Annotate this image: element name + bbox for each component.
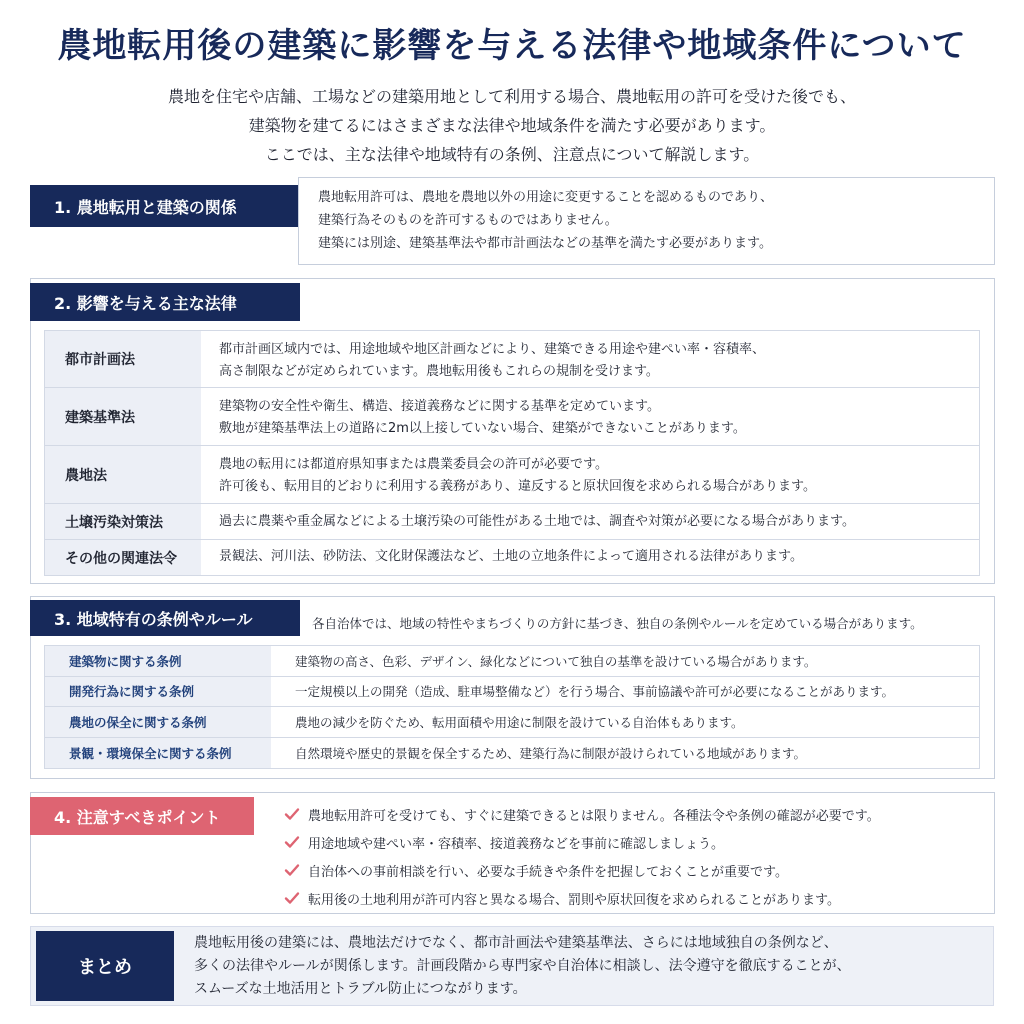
point-text: 転用後の土地利用が許可内容と異なる場合、罰則や原状回復を求められることがあります。 xyxy=(308,892,840,908)
table-row xyxy=(45,388,979,446)
summary-line: 多くの法律やルールが関係します。計画段階から専門家や自治体に相談し、法令遵守を徹底することが、 xyxy=(194,958,851,974)
law-desc-line: 敷地が建築基準法上の道路に2m以上接していない場合、建築ができないことがあります。 xyxy=(219,421,746,436)
law-name: 建築基準法 xyxy=(45,388,201,445)
list-item xyxy=(284,856,880,884)
section1-text xyxy=(318,186,773,255)
law-desc xyxy=(201,331,979,387)
law-desc-line: 高さ制限などが定められています。農地転用後もこれらの規制を受けます。 xyxy=(219,364,659,379)
checkmark-icon xyxy=(284,834,300,850)
checkmark-icon xyxy=(284,862,300,878)
law-name: その他の関連法令 xyxy=(45,540,201,575)
section1-line: 農地転用許可は、農地を農地以外の用途に変更することを認めるものであり、 xyxy=(318,190,774,205)
law-desc-line: 都市計画区域内では、用途地域や地区計画などにより、建築できる用途や建ぺい率・容積率、 xyxy=(219,342,766,357)
law-desc xyxy=(201,446,979,503)
section3-lead: 各自治体では、地域の特性やまちづくりの方針に基づき、独自の条例やルールを定めている場合があります。 xyxy=(312,616,923,631)
summary-line: 農地転用後の建築には、農地法だけでなく、都市計画法や建築基準法、さらには地域独自の条例など、 xyxy=(194,935,838,951)
table-row xyxy=(45,738,979,769)
ordinances-table xyxy=(44,645,980,769)
laws-table xyxy=(44,330,980,576)
law-desc-line: 建築物の安全性や衛生、構造、接道義務などに関する基準を定めています。 xyxy=(219,399,660,414)
summary-line: スムーズな土地活用とトラブル防止につながります。 xyxy=(194,981,527,997)
intro-line: 建築物を建てるにはさまざまな法律や地域条件を満たす必要があります。 xyxy=(248,116,776,135)
list-item xyxy=(284,828,880,856)
ordinance-name: 建築物に関する条例 xyxy=(45,646,271,676)
list-item xyxy=(284,800,880,828)
law-name: 農地法 xyxy=(45,446,201,503)
summary-heading: まとめ xyxy=(36,931,174,1001)
table-row xyxy=(45,446,979,504)
point-text: 用途地域や建ぺい率・容積率、接道義務などを事前に確認しましょう。 xyxy=(308,836,725,852)
section3-heading: 3. 地域特有の条例やルール xyxy=(30,600,300,636)
law-name: 土壌汚染対策法 xyxy=(45,504,201,539)
table-row xyxy=(45,540,979,575)
list-item xyxy=(284,884,880,912)
points-list xyxy=(284,800,880,912)
section2-heading: 2. 影響を与える主な法律 xyxy=(30,283,300,321)
law-desc-line: 過去に農薬や重金属などによる土壌汚染の可能性がある土地では、調査や対策が必要になる場合があります。 xyxy=(219,514,855,529)
table-row xyxy=(45,646,979,677)
law-desc xyxy=(201,388,979,445)
table-row xyxy=(45,331,979,388)
summary-text xyxy=(194,932,851,1001)
section1-line: 建築行為そのものを許可するものではありません。 xyxy=(318,213,618,228)
table-row xyxy=(45,707,979,738)
ordinance-desc: 自然環境や歴史的景観を保全するため、建築行為に制限が設けられている地域があります。 xyxy=(295,745,807,761)
law-desc-line: 許可後も、転用目的どおりに利用する義務があり、違反すると原状回復を求められる場合があります。 xyxy=(219,479,816,494)
checkmark-icon xyxy=(284,890,300,906)
point-text: 自治体への事前相談を行い、必要な手続きや条件を把握しておくことが重要です。 xyxy=(308,864,788,880)
intro-line: ここでは、主な法律や地域特有の条例、注意点について解説します。 xyxy=(264,145,760,164)
checkmark-icon xyxy=(284,806,300,822)
ordinance-desc: 農地の減少を防ぐため、転用面積や用途に制限を設けている自治体もあります。 xyxy=(295,714,744,730)
ordinance-name: 農地の保全に関する条例 xyxy=(45,707,271,737)
table-row xyxy=(45,504,979,540)
section4-heading: 4. 注意すべきポイント xyxy=(30,797,254,835)
law-name: 都市計画法 xyxy=(45,331,201,387)
law-desc-line: 景観法、河川法、砂防法、文化財保護法など、土地の立地条件によって適用される法律があります。 xyxy=(219,549,803,564)
law-desc xyxy=(201,540,979,575)
law-desc-line: 農地の転用には都道府県知事または農業委員会の許可が必要です。 xyxy=(219,457,608,472)
table-row xyxy=(45,677,979,708)
page-title: 農地転用後の建築に影響を与える法律や地域条件について xyxy=(57,26,967,66)
point-text: 農地転用許可を受けても、すぐに建築できるとは限りません。各種法令や条例の確認が必要です。 xyxy=(308,808,880,824)
ordinance-name: 開発行為に関する条例 xyxy=(45,677,271,707)
section1-line: 建築には別途、建築基準法や都市計画法などの基準を満たす必要があります。 xyxy=(318,236,772,251)
intro-line: 農地を住宅や店舗、工場などの建築用地として利用する場合、農地転用の許可を受けた後でも、 xyxy=(167,87,856,106)
ordinance-desc: 一定規模以上の開発（造成、駐車場整備など）を行う場合、事前協議や許可が必要になることがあります。 xyxy=(295,684,895,700)
intro-text xyxy=(0,82,1024,169)
section1-heading: 1. 農地転用と建築の関係 xyxy=(30,185,298,227)
law-desc xyxy=(201,504,979,539)
ordinance-desc: 建築物の高さ、色彩、デザイン、緑化などについて独自の基準を設けている場合があります。 xyxy=(295,653,817,669)
ordinance-name: 景観・環境保全に関する条例 xyxy=(45,738,271,769)
